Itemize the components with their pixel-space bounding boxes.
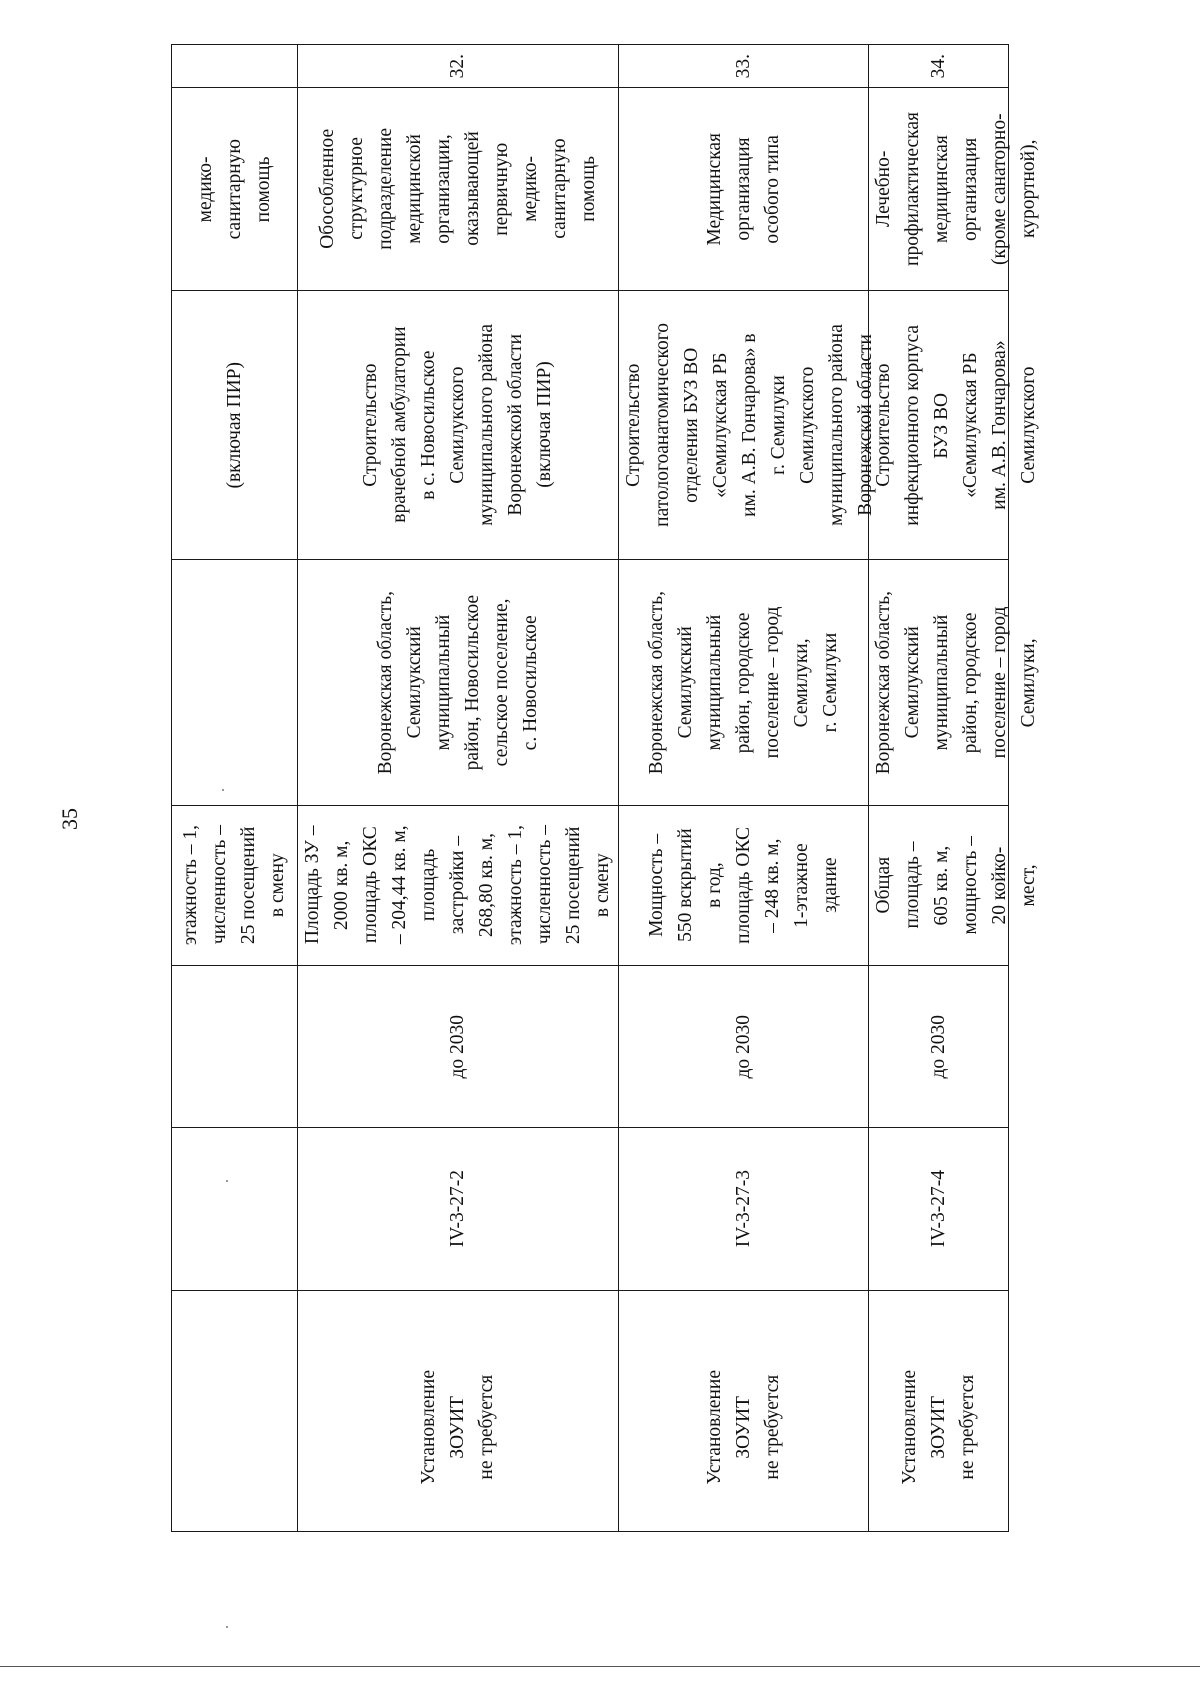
scan-speck: [226, 1180, 228, 1182]
cell-row4-type: Лечебно- профилактическая медицинская организация (кроме санаторно- курортной),: [869, 88, 1009, 291]
cell-row2-params: Площадь ЗУ – 2000 кв. м, площадь ОКС – 204,44 кв. м, площадь застройки – 268,80 кв. м, этажность – 1, численность – 25 посещений в смену: [297, 806, 618, 966]
cell-row4-term: до 2030: [869, 966, 1009, 1128]
cell-row4-name: Строительство инфекционного корпуса БУЗ ВО «Семилукская РБ им. А.В. Гончарова» Семилукского: [869, 291, 1009, 560]
document-table: [171, 44, 1040, 1532]
cell-row2-type: Обособленное структурное подразделение медицинской организации, оказывающей первичную медико- санитарную помощь: [297, 88, 618, 291]
cell-row2-term: до 2030: [297, 966, 618, 1128]
table-row-col-code: [172, 1128, 1009, 1291]
cell-row4-num: 34.: [869, 45, 1009, 88]
scan-bottom-edge: [0, 1666, 1200, 1667]
cell-row4-code: IV-3-27-4: [869, 1128, 1009, 1291]
cell-row3-num: 33.: [618, 45, 869, 88]
cell-row1-zouit: [172, 1291, 298, 1532]
cell-row2-location: Воронежская область, Семилукский муниципальный район, Новосильское сельское поселение, с. Новосильское: [297, 560, 618, 806]
cell-row3-location: Воронежская область, Семилукский муниципальный район, городское поселение – город Семилуки, г. Семилуки: [618, 560, 869, 806]
table-row-col-location: [172, 560, 1009, 806]
cell-row2-num: 32.: [297, 45, 618, 88]
cell-row1-num: [172, 45, 298, 88]
table-row-col-params: [172, 806, 1009, 966]
cell-row2-name: Строительство врачебной амбулатории в с. Новосильское Семилукского муниципального района Воронежской области (включая ПИР): [297, 291, 618, 560]
cell-row3-name: Строительство патологоанатомического отделения БУЗ ВО «Семилукская РБ им. А.В. Гончарова» в г. Семилуки Семилукского муниципального района Воронежской области: [618, 291, 869, 560]
cell-row1-location: [172, 560, 298, 806]
cell-row2-code: IV-3-27-2: [297, 1128, 618, 1291]
table-row-col-name: [172, 291, 1009, 560]
cell-row1-term: [172, 966, 298, 1128]
cell-row3-params: Мощность – 550 вскрытий в год, площадь ОКС – 248 кв. м, 1-этажное здание: [618, 806, 869, 966]
cell-row3-zouit: Установление ЗОУИТ не требуется: [618, 1291, 869, 1532]
cell-row4-location: Воронежская область, Семилукский муниципальный район, городское поселение – город Семилуки,: [869, 560, 1009, 806]
page-number: 35: [57, 808, 82, 830]
table-row-col-num: [172, 45, 1009, 88]
cell-row1-name: (включая ПИР): [172, 291, 298, 560]
scan-speck: [226, 1626, 228, 1628]
table-row-col-zouit: [172, 1291, 1009, 1532]
cell-row3-code: IV-3-27-3: [618, 1128, 869, 1291]
cell-row1-type: медико- санитарную помощь: [172, 88, 298, 291]
cell-row4-zouit: Установление ЗОУИТ не требуется: [869, 1291, 1009, 1532]
cell-row3-term: до 2030: [618, 966, 869, 1128]
cell-row1-code: [172, 1128, 298, 1291]
scan-speck: [222, 789, 224, 791]
cell-row3-type: Медицинская организация особого типа: [618, 88, 869, 291]
cell-row4-params: Общая площадь – 605 кв. м, мощность – 20 койко- мест,: [869, 806, 1009, 966]
cell-row2-zouit: Установление ЗОУИТ не требуется: [297, 1291, 618, 1532]
table-row-col-type: [172, 88, 1009, 291]
table-row-col-term: [172, 966, 1009, 1128]
cell-row1-params: этажность – 1, численность – 25 посещений в смену: [172, 806, 298, 966]
